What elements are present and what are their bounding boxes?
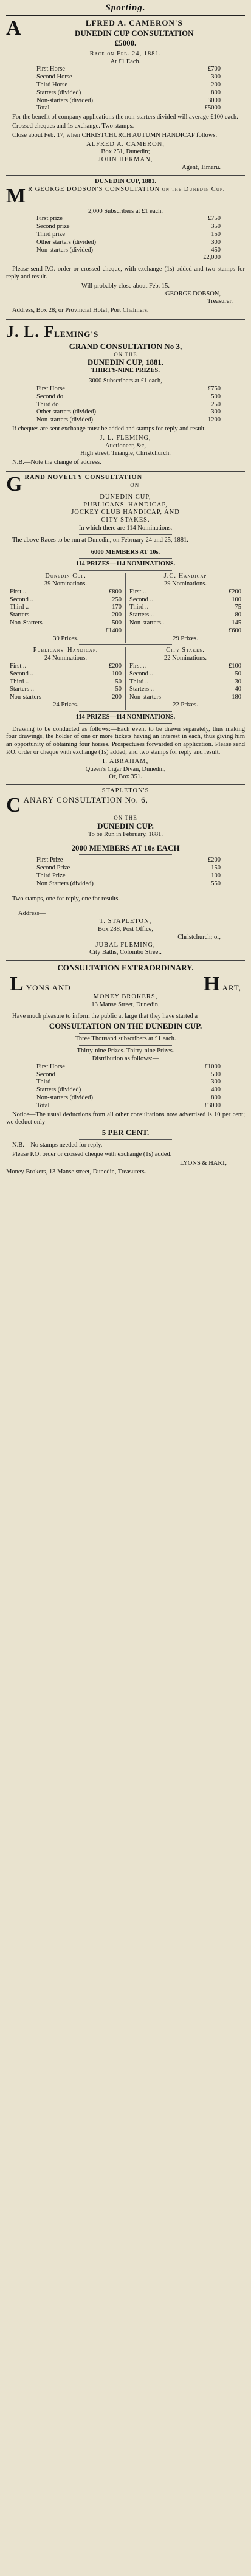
address: 13 Manse Street, Dunedin, — [91, 1001, 160, 1008]
firm-name: YONS AND — [26, 983, 71, 993]
signature: LYONS & HART, — [179, 1159, 227, 1167]
race-name: JOCKEY CLUB HANDICAP, AND — [71, 509, 180, 516]
members-line: 2000 MEMBERS AT 10s EACH — [71, 843, 180, 852]
prize-row: First .. £800 — [10, 588, 122, 595]
prize-row: Second Prize 150 — [36, 865, 221, 872]
subscribers: 3000 Subscribers at £1 each, — [89, 378, 162, 385]
prize-total: £2,000 — [203, 254, 221, 261]
ad-paragraph: Will probably close about Feb. 15. — [81, 282, 170, 289]
drop-cap: G — [6, 472, 22, 496]
signature: GEORGE DOBSON, — [165, 290, 221, 297]
ad-title: DUNEDIN CUP, 1881. — [94, 178, 157, 185]
prize-row: Non-starters 200 — [10, 694, 122, 701]
members-line: 6000 MEMBERS AT 10s. — [91, 548, 160, 556]
firm-headline — [6, 973, 245, 996]
signature: ALFRED A. CAMERON, — [86, 140, 165, 148]
signature-role: Auctioneer, &c, — [105, 442, 146, 449]
distribution: Distribution as follows:— — [92, 1055, 159, 1062]
prize-row: Starters (divided) 800 — [36, 89, 221, 96]
big-headline-rest: LEMING'S — [54, 329, 99, 339]
table-count: 22 Prizes. — [173, 702, 198, 709]
ad-paragraph: Two stamps, one for reply, one for results. — [12, 895, 120, 902]
ad-title: GRAND CONSULTATION No 3, — [69, 341, 182, 351]
publicans-handicap-table — [6, 647, 125, 709]
prize-row: Non-starters (divided) 1200 — [36, 416, 221, 424]
ad-paragraph: The above Races to be run at Dunedin, on February 24 and 25, 1881. — [12, 536, 188, 544]
prize-row: Non-starters 180 — [129, 694, 241, 701]
prize-row: Second .. 250 — [10, 596, 122, 603]
ad-paragraph: Close about Feb. 17, when CHRISTCHURCH AUTUMN HANDICAP follows. — [12, 131, 218, 139]
prize-row: First .. £200 — [10, 663, 122, 670]
address: Christchurch; or, — [177, 933, 221, 941]
drop-cap: C — [6, 793, 21, 817]
ad-title: LFRED A. CAMERON'S — [85, 18, 183, 28]
prize-row: Third 300 — [36, 1079, 221, 1086]
prize-row: Third .. 170 — [10, 604, 122, 611]
table-nominations: 29 Nominations. — [164, 581, 207, 588]
prize-row: Non-Starters 500 — [10, 620, 122, 627]
prizes-line: 114 PRIZES—114 NOMINATIONS. — [75, 561, 176, 568]
ad-amount: £5000. — [114, 38, 137, 47]
ad-heading: RAND NOVELTY CONSULTATION — [24, 474, 143, 481]
firm-name: ART, — [222, 983, 241, 993]
ad-paragraph: Have much pleasure to inform the public at large that they have started a — [12, 1012, 198, 1020]
ad-paragraph: Notice—The usual deductions from all other consultations now advertised is 10 per cent; we deduct only — [6, 1111, 245, 1126]
prize-row: Starters .. 50 — [10, 686, 122, 693]
prize-total: Total £5000 — [36, 105, 221, 112]
prize-row: Second .. 100 — [10, 670, 122, 677]
prize-tables-top — [6, 573, 245, 643]
prize-row: Third Prize 100 — [36, 872, 221, 880]
drop-cap: H — [204, 973, 220, 996]
prize-row: Third .. 50 — [10, 678, 122, 685]
prize-row: Non Starters (divided) 550 — [36, 880, 221, 887]
abraham-novelty-ad — [6, 472, 245, 785]
ad-title: CONSULTATION EXTRAORDINARY. — [57, 963, 194, 973]
signature: JOHN HERMAN, — [98, 156, 153, 164]
race-name: DUNEDIN CUP, — [100, 493, 151, 500]
prize-row: Second .. 100 — [129, 596, 241, 603]
address: Box 251, Dunedin; — [101, 148, 150, 156]
signature: I. ABRAHAM, — [102, 758, 149, 765]
prize-tables-bottom — [6, 647, 245, 709]
prize-row: First Horse £1000 — [36, 1063, 221, 1070]
address-label: Address— — [18, 910, 46, 917]
prize-row: Starters .. 40 — [129, 686, 241, 693]
prize-row: Other starters (divided) 300 — [36, 238, 221, 246]
ad-paragraph: For the benefit of company applications the non-starters divided will average £100 each. — [12, 114, 238, 121]
percent-line: 5 PER CENT. — [101, 1128, 150, 1138]
prize-row: Non-starters (divided) 800 — [36, 1094, 221, 1101]
ad-paragraph: Crossed cheques and 1s exchange. Two stamps. — [12, 122, 134, 129]
firm-type: MONEY BROKERS, — [93, 993, 158, 1001]
fleming-consultation-ad — [6, 320, 245, 472]
prize-row: Third .. 75 — [129, 604, 241, 611]
ad-note: N.B.—Note the change of address. — [12, 459, 101, 466]
dodson-consultation-ad — [6, 176, 245, 320]
race-name: CITY STAKES. — [101, 517, 150, 524]
ad-paragraph: Please send P.O. order or crossed cheque, with exchange (1s) added and two stamps for reply and result. — [6, 266, 245, 280]
prize-row: First Horse £700 — [36, 66, 221, 73]
prize-row: Starters (divided) 400 — [36, 1086, 221, 1094]
table-total: £600 — [229, 627, 241, 634]
prize-row: Third do 250 — [36, 401, 221, 408]
address: Money Brokers, 13 Manse street, Dunedin, Treasurers. — [6, 1169, 146, 1176]
prize-total: Total £3000 — [36, 1102, 221, 1109]
price-each: At £1 Each. — [110, 58, 141, 65]
lyons-hart-ad — [6, 961, 245, 1181]
ad-subtitle: DUNEDIN CUP CONSULTATION — [75, 29, 194, 38]
address: City Baths, Colombo Street. — [89, 949, 162, 956]
table-count: 29 Prizes. — [173, 635, 198, 642]
section-header: Sporting. — [6, 1, 245, 16]
table-nominations: 22 Nominations. — [164, 655, 207, 662]
race-name: PUBLICANS' HANDICAP, — [83, 501, 168, 508]
prize-row: Non-starters (divided) 3000 — [36, 97, 221, 104]
subscribers: Three Thousand subscribers at £1 each. — [75, 1035, 176, 1043]
prize-row: First prize £750 — [36, 215, 221, 223]
table-count: 39 Prizes. — [53, 635, 78, 642]
drop-cap: M — [6, 184, 26, 207]
prize-row: First .. £200 — [129, 588, 241, 595]
table-nominations: 24 Nominations. — [44, 655, 87, 662]
address: Address, Box 28; or Provincial Hotel, Port Chalmers. — [12, 307, 149, 314]
signature-role: Treasurer. — [207, 298, 233, 305]
table-title: City Stakes. — [166, 647, 205, 654]
jc-handicap-table — [125, 573, 245, 643]
nominations: In which there are 114 Nominations. — [78, 525, 173, 532]
subscribers: 2,000 Subscribers at £1 each. — [88, 207, 163, 215]
prize-row: Non-starters (divided) 450 — [36, 246, 221, 254]
ad-on: ON THE — [114, 351, 137, 357]
signature: J. L. FLEMING, — [100, 434, 151, 441]
table-title: Publicans' Handicap. — [33, 647, 98, 654]
ad-note: N.B.—No stamps needed for reply. — [12, 1141, 103, 1148]
table-count: 24 Prizes. — [53, 702, 78, 709]
ad-heading: R GEORGE DODSON'S CONSULTATION on the Dunedin Cup. — [28, 185, 225, 193]
prize-row: Second Horse 300 — [36, 74, 221, 81]
address: Box 288, Post Office, — [97, 926, 154, 933]
table-title: Dunedin Cup. — [45, 573, 86, 580]
ad-note: Please P.O. order or crossed cheque with exchange (1s) added. — [12, 1150, 172, 1158]
prize-row: First Prize £200 — [36, 857, 221, 864]
ad-cup: DUNEDIN CUP. — [97, 821, 154, 830]
ad-paragraph: If cheques are sent exchange must be added and stamps for reply and result. — [12, 425, 206, 432]
run-date: To be Run in February, 1881. — [88, 830, 163, 838]
ad-heading: ANARY CONSULTATION No. 6, — [23, 795, 148, 804]
ad-title: STAPLETON'S — [101, 787, 150, 795]
big-headline: J. L. F — [6, 322, 55, 340]
dunedin-cup-table — [6, 573, 125, 643]
drop-cap: L — [10, 973, 24, 996]
race-date: Race on Feb. 24, 1881. — [89, 50, 162, 57]
ad-paragraph: Drawing to be conducted as follows:—Each event to be drawn separately, thus making four drawings, the holder of one or more tickets having an interest in each, thus giving him an opportunity of obtaining four horses. Prospectuses forwarded on application. Please send P.O. order or cheque with exchange (1s) added, and two stamps for reply and result. — [6, 725, 245, 756]
prizes-line: Thirty-nine Prizes. Thirty-nine Prizes. — [77, 1048, 174, 1055]
signature: T. STAPLETON, — [99, 918, 152, 925]
address: High street, Triangle, Christchurch. — [80, 450, 171, 457]
prize-row: Second prize 350 — [36, 223, 221, 230]
city-stakes-table — [125, 647, 245, 709]
stapleton-canary-ad — [6, 785, 245, 961]
prize-row: Second do 500 — [36, 393, 221, 400]
prize-row: Second .. 50 — [129, 670, 241, 677]
ad-on: ON — [130, 482, 140, 488]
prize-row: Starters .. 80 — [129, 612, 241, 619]
address: Queen's Cigar Divan, Dunedin, — [85, 765, 166, 773]
prizes-line: 114 PRIZES—114 NOMINATIONS. — [75, 713, 176, 720]
table-title: J.C. Handicap — [163, 573, 207, 580]
prize-row: First .. £100 — [129, 663, 241, 670]
ad-cup: DUNEDIN CUP, 1881. — [87, 357, 164, 367]
prizes-title: THIRTY-NINE PRIZES. — [91, 367, 160, 375]
prize-row: Third prize 150 — [36, 230, 221, 238]
ad-on: ON THE — [114, 814, 137, 821]
prize-row: Third .. 30 — [129, 678, 241, 685]
prize-row: Other starters (divided) 300 — [36, 409, 221, 416]
table-nominations: 39 Nominations. — [44, 581, 87, 588]
cameron-consultation-ad — [6, 16, 245, 175]
prize-row: Second 500 — [36, 1071, 221, 1078]
address: Or, Box 351. — [109, 773, 142, 781]
prize-row: Non-starters.. 145 — [129, 620, 241, 627]
drop-cap: A — [6, 17, 21, 40]
table-total: £1400 — [105, 627, 122, 634]
prize-row: Third Horse 200 — [36, 81, 221, 88]
signature: JUBAL FLEMING, — [95, 941, 156, 948]
prize-row: Starters 200 — [10, 612, 122, 619]
address: Agent, Timaru. — [182, 164, 221, 171]
consultation-title: CONSULTATION ON THE DUNEDIN CUP. — [49, 1021, 202, 1031]
prize-row: First Horse £750 — [36, 385, 221, 392]
